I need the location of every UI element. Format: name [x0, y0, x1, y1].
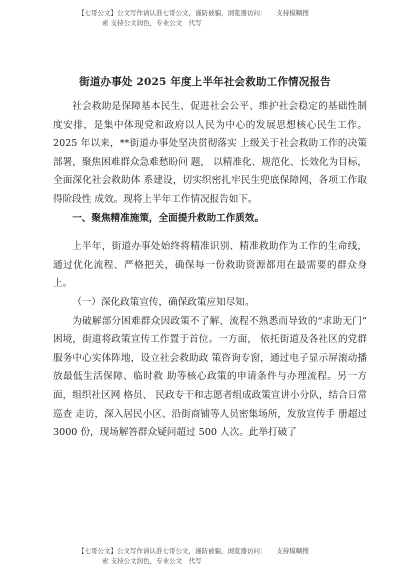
banner-bottom-line2: 索 支持公文润色，专业公文 代写	[102, 557, 202, 565]
subsection-heading-1: （一）深化政策宣传，确保政策应知尽知。	[72, 296, 255, 308]
watermark-banner-bottom	[78, 546, 378, 566]
section-heading-1: 一、聚焦精准施策，全面提升救助工作质效。	[72, 212, 265, 224]
section-1-paragraph: 上半年，街道办事处始终将精准识别、精准救助作为工作的生命线，通过优化流程、严格把关，确保每一份救助资源都用在最需要的群众身上。	[53, 241, 367, 290]
watermark-banner-top	[78, 8, 378, 28]
intro-paragraph: 社会救助是保障基本民生、促进社会公平、维护社会稳定的基础性制度安排，是集中体现党和政府以人民为中心的发展思想核心民生工作。2025 年以来，**街道办事处坚决贯彻落实 上级关于社会救助工作的决策部署，聚焦困难群众急难愁盼问 题， 以精准化、规范化、长效化为目标，全面深化社会救助体 系建设，切实织密扎牢民生兜底保障网，各项工作取得阶段性 成效。现将上半年工作情况报告如下。	[53, 101, 367, 205]
document-body	[53, 98, 367, 443]
banner-bottom-line1: 【七哥公文】公文写作请认准七哥公文，谨防被骗，浏览器访问： 支持模糊搜	[78, 547, 309, 555]
document-title: 街道办事处 2025 年度上半年社会救助工作情况报告	[79, 76, 331, 88]
banner-top-line1: 【七哥公文】公文写作请认准七哥公文，谨防被骗，浏览器访问： 支持模糊搜	[78, 9, 309, 17]
banner-top-line2: 索 支持公文润色，专业公文 代写	[102, 19, 202, 27]
subsection-1-paragraph: 为破解部分困难群众因政策不了解、流程不熟悉而导致的“求助无门” 困境，街道将政策宣传工作置于首位。一方面， 依托街道及各社区的党群服务中心实体阵地，设立社会救助政 策咨询专窗，通过电子显示屏滚动播放最低生活保障、临时救 助等核心政策的申请条件与办理流程。另一方面，组织社区网 格员、 民政专干和志愿者组成政策宣讲小分队，结合日常巡查 走访，深入居民小区、沿街商铺等人员密集场所，发放宣传手 册超过 3000 份，现场解答群众疑问超过 500 人次。此举打破了	[53, 315, 367, 439]
